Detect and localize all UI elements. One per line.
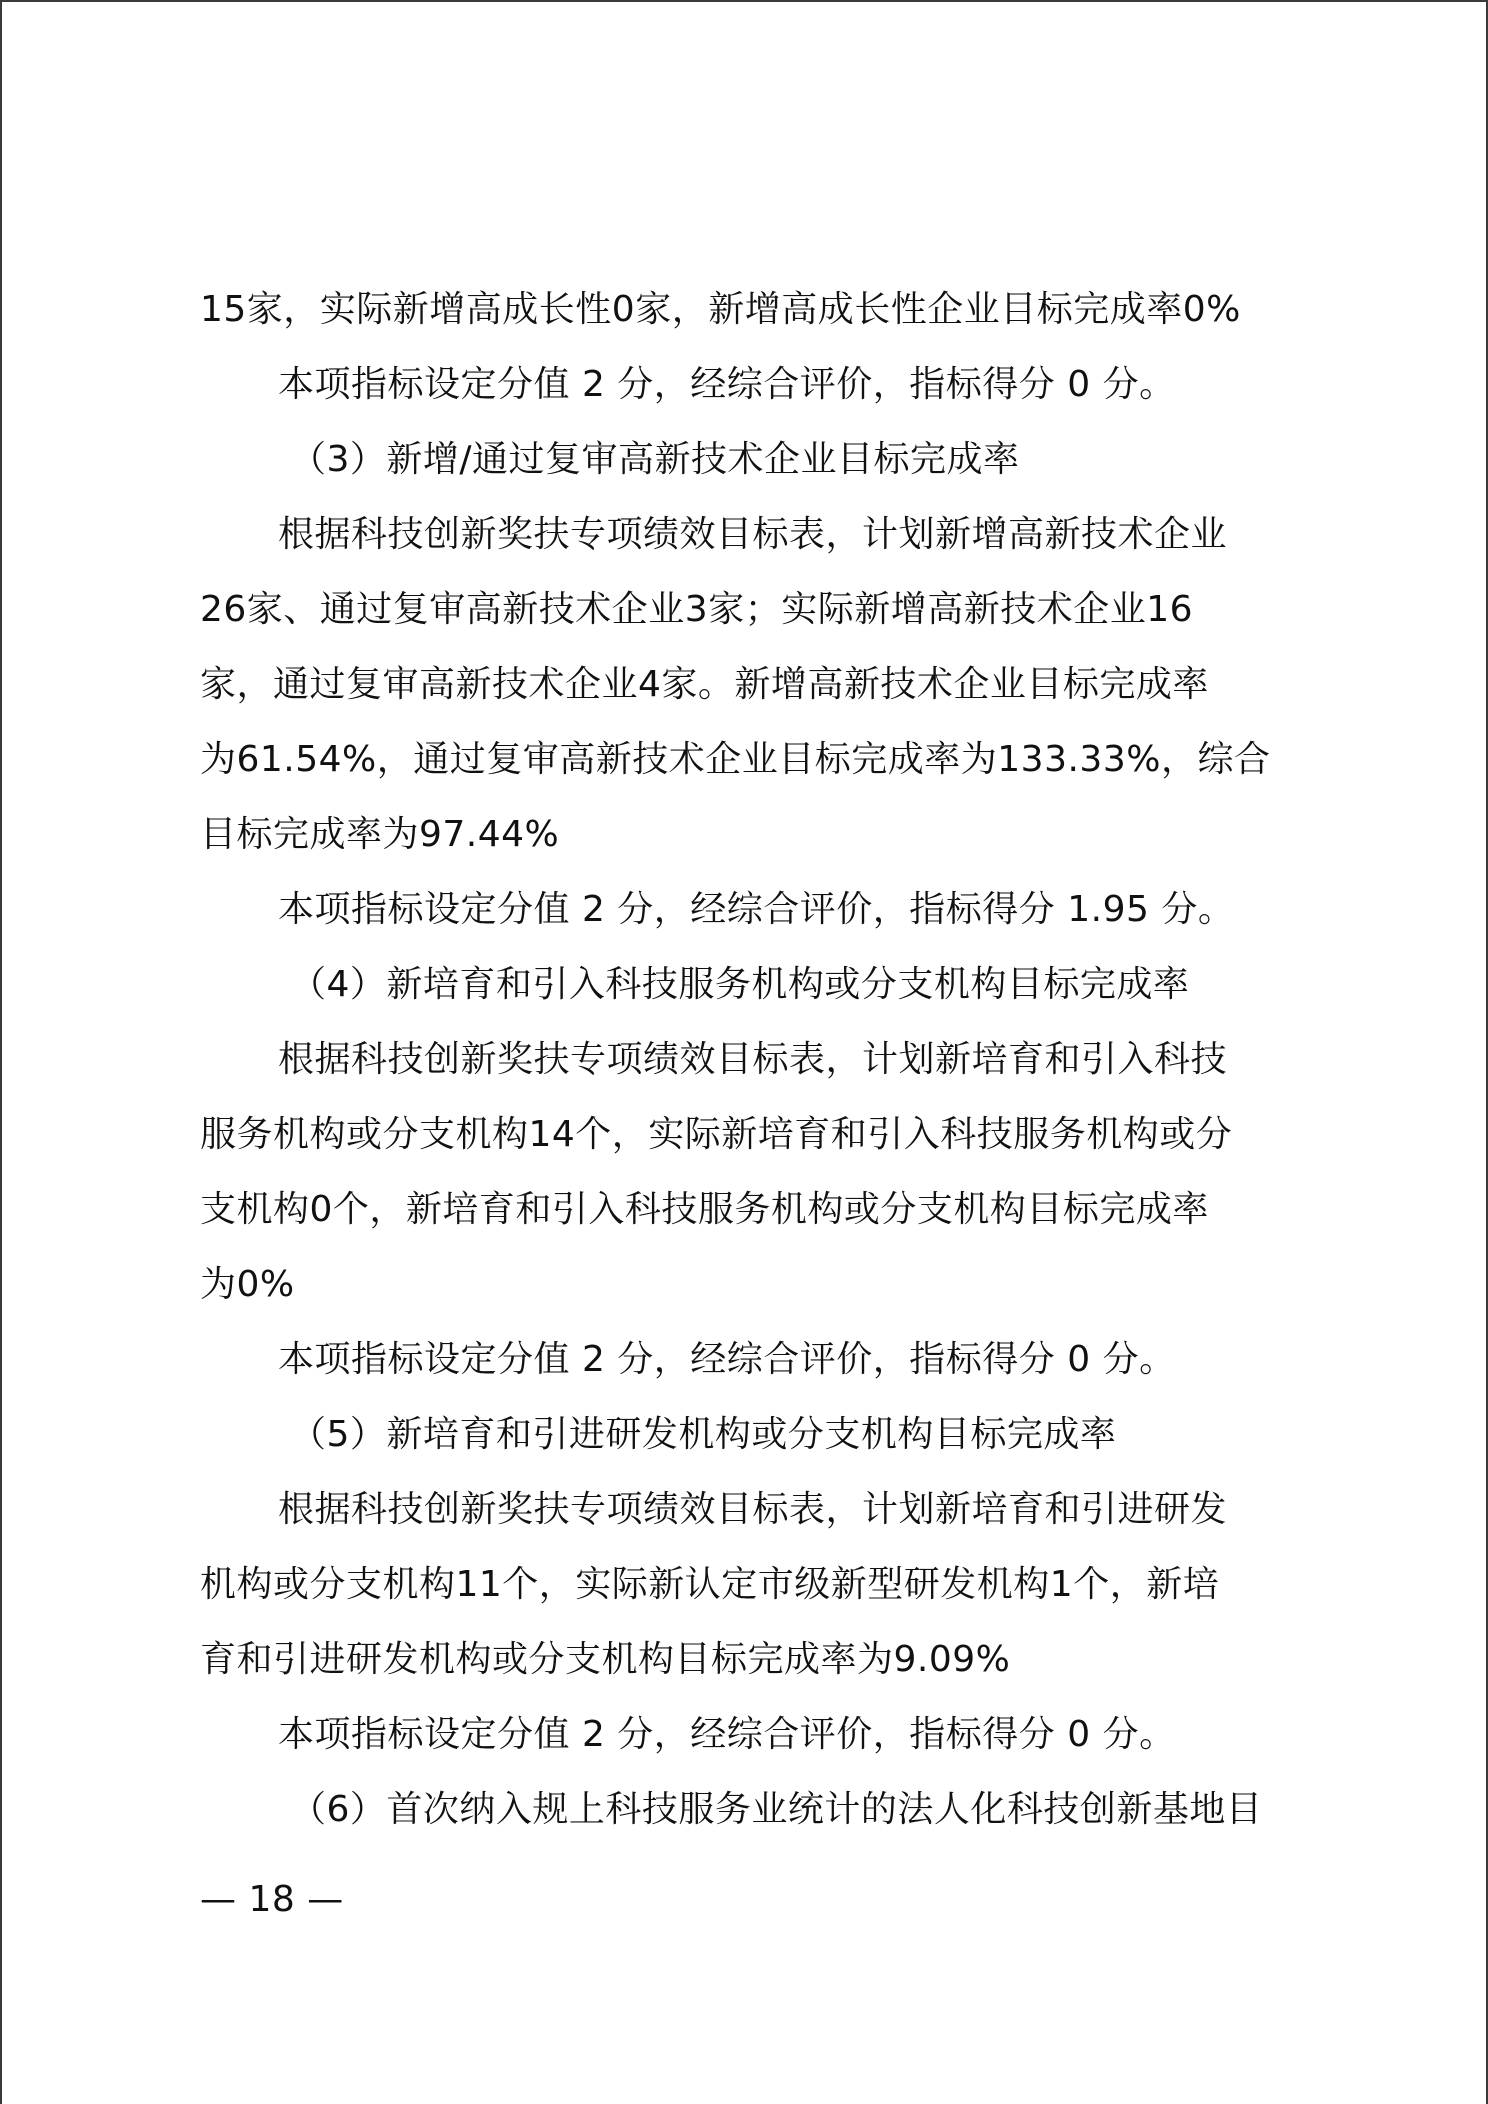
page-left-border (0, 0, 2, 2104)
page-number: — 18 — (200, 1879, 344, 1920)
body-line-1: 15家，实际新增高成长性0家，新增高成长性企业目标完成率0% (200, 289, 1241, 330)
section-heading-5: （5）新培育和引进研发机构或分支机构目标完成率 (290, 1414, 1117, 1455)
body-line-13: 支机构0个，新培育和引入科技服务机构或分支机构目标完成率 (200, 1189, 1209, 1230)
body-line-9: 本项指标设定分值 2 分，经综合评价，指标得分 1.95 分。 (278, 889, 1235, 930)
body-line-5: 26家、通过复审高新技术企业3家；实际新增高新技术企业16 (200, 589, 1194, 630)
body-line-17: 根据科技创新奖扶专项绩效目标表，计划新培育和引进研发 (278, 1489, 1228, 1530)
body-line-19: 育和引进研发机构或分支机构目标完成率为9.09% (200, 1639, 1011, 1680)
body-line-8: 目标完成率为97.44% (200, 814, 560, 855)
body-line-14: 为0% (200, 1264, 295, 1305)
body-line-20: 本项指标设定分值 2 分，经综合评价，指标得分 0 分。 (278, 1714, 1176, 1755)
body-line-18: 机构或分支机构11个，实际新认定市级新型研发机构1个，新培 (200, 1564, 1220, 1605)
body-line-4: 根据科技创新奖扶专项绩效目标表，计划新增高新技术企业 (278, 514, 1228, 555)
section-heading-4: （4）新培育和引入科技服务机构或分支机构目标完成率 (290, 964, 1190, 1005)
page-top-border (0, 0, 1488, 2)
body-line-6: 家，通过复审高新技术企业4家。新增高新技术企业目标完成率 (200, 664, 1209, 705)
section-heading-3: （3）新增/通过复审高新技术企业目标完成率 (290, 439, 1020, 480)
section-heading-6: （6）首次纳入规上科技服务业统计的法人化科技创新基地目 (290, 1789, 1263, 1830)
body-line-15: 本项指标设定分值 2 分，经综合评价，指标得分 0 分。 (278, 1339, 1176, 1380)
body-line-2: 本项指标设定分值 2 分，经综合评价，指标得分 0 分。 (278, 364, 1176, 405)
body-line-11: 根据科技创新奖扶专项绩效目标表，计划新培育和引入科技 (278, 1039, 1228, 1080)
body-line-7: 为61.54%，通过复审高新技术企业目标完成率为133.33%，综合 (200, 739, 1271, 780)
body-line-12: 服务机构或分支机构14个，实际新培育和引入科技服务机构或分 (200, 1114, 1233, 1155)
